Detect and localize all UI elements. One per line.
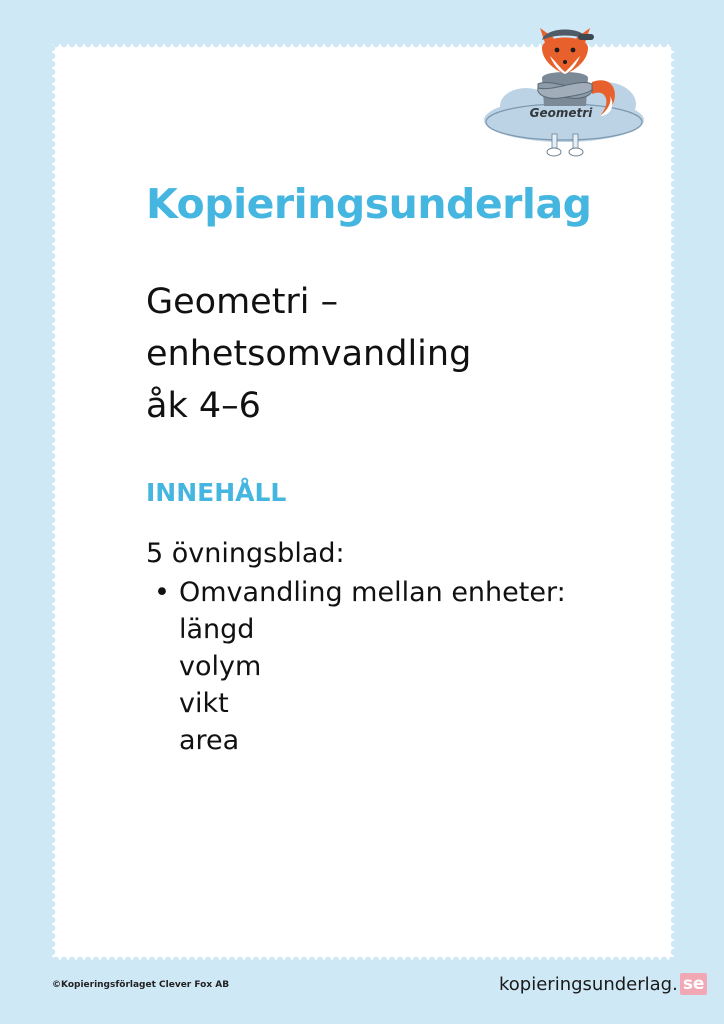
bullet-icon: • xyxy=(154,577,170,608)
fox-mascot-illustration xyxy=(480,22,648,160)
subtitle-line-2: enhetsomvandling xyxy=(146,334,472,374)
sub-list-item-area: area xyxy=(179,725,240,756)
brand-name: kopieringsunderlag. xyxy=(499,973,678,995)
subject-badge-label: Geometri xyxy=(529,106,593,120)
page-subtitle xyxy=(146,276,471,432)
contents-heading: INNEHÅLL xyxy=(146,478,287,507)
subtitle-line-3: åk 4–6 xyxy=(146,386,261,426)
sub-list-item-length: längd xyxy=(179,614,255,645)
sub-list xyxy=(179,611,566,759)
page-title: Kopieringsunderlag xyxy=(146,180,592,228)
footer-brand-logo xyxy=(499,972,707,996)
sub-list-item-volume: volym xyxy=(179,651,262,682)
sub-list-item-weight: vikt xyxy=(179,688,229,719)
list-item-label: Omvandling mellan enheter: xyxy=(179,577,566,608)
list-item xyxy=(146,574,566,759)
subtitle-line-1: Geometri – xyxy=(146,282,339,322)
brand-tld-badge: se xyxy=(680,973,708,995)
contents-list xyxy=(146,574,566,759)
footer-copyright: ©Kopieringsförlaget Clever Fox AB xyxy=(52,980,230,990)
contents-intro: 5 övningsblad: xyxy=(146,538,345,569)
